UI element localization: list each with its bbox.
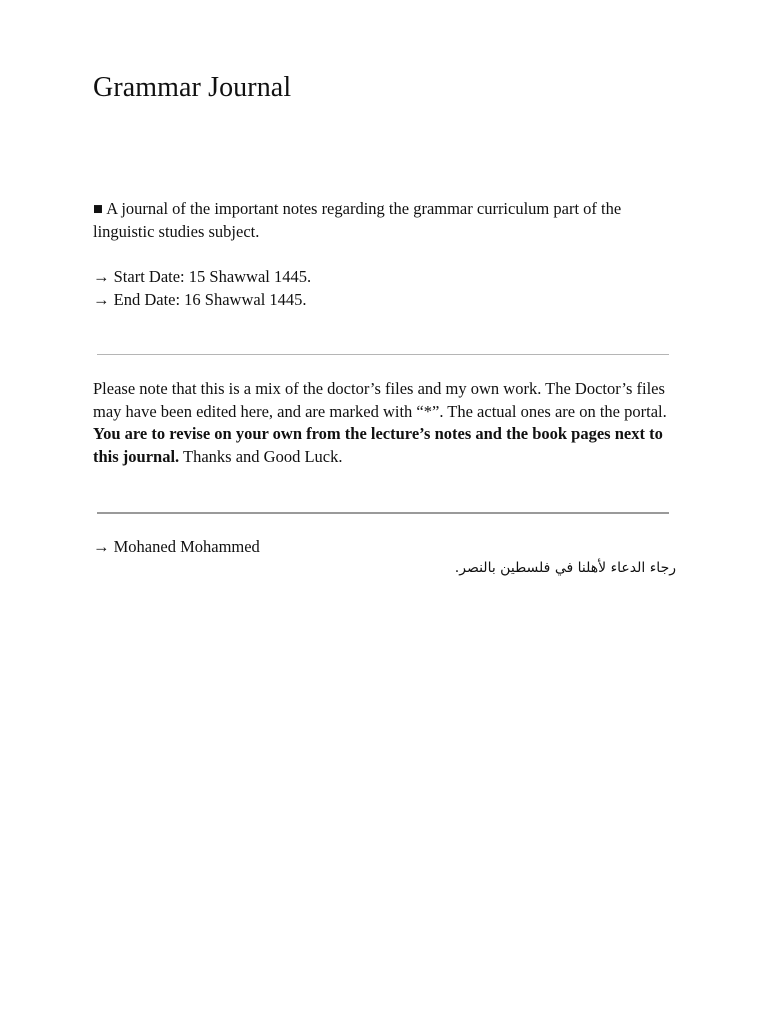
end-date-text: End Date: 16 Shawwal 1445.: [113, 289, 307, 309]
author-line: [93, 536, 683, 559]
note-paragraph: [93, 378, 683, 468]
dates-list: [93, 266, 683, 311]
note-bold-instruction: You are to revise on your own from the lecture’s notes and the book pages next to this journal.: [93, 424, 663, 466]
end-date-line: [93, 289, 683, 312]
intro-paragraph: [93, 198, 683, 243]
start-date-line: [93, 266, 683, 289]
intro-text: A journal of the important notes regarding the grammar curriculum part of the linguistic studies subject.: [93, 199, 622, 241]
start-date-text: Start Date: 15 Shawwal 1445.: [113, 267, 312, 286]
right-arrow-icon: →: [93, 289, 110, 309]
note-text-end: Thanks and Good Luck.: [179, 446, 343, 466]
divider-bottom: [97, 512, 669, 514]
square-bullet-icon: ■: [93, 199, 103, 218]
note-text-start: Please note that this is a mix of the doctor’s files and my own work. The Doctor’s files may have been edited here, and are marked with “*”. The actual ones are on the portal.: [93, 379, 667, 421]
arabic-prayer-line: رجاء الدعاء لأهلنا في فلسطين بالنصر.: [454, 560, 676, 576]
right-arrow-icon: →: [93, 537, 110, 556]
author-name: Mohaned Mohammed: [113, 537, 260, 556]
right-arrow-icon: →: [93, 267, 110, 286]
divider-top: [97, 354, 669, 355]
page-title: Grammar Journal: [93, 72, 292, 103]
